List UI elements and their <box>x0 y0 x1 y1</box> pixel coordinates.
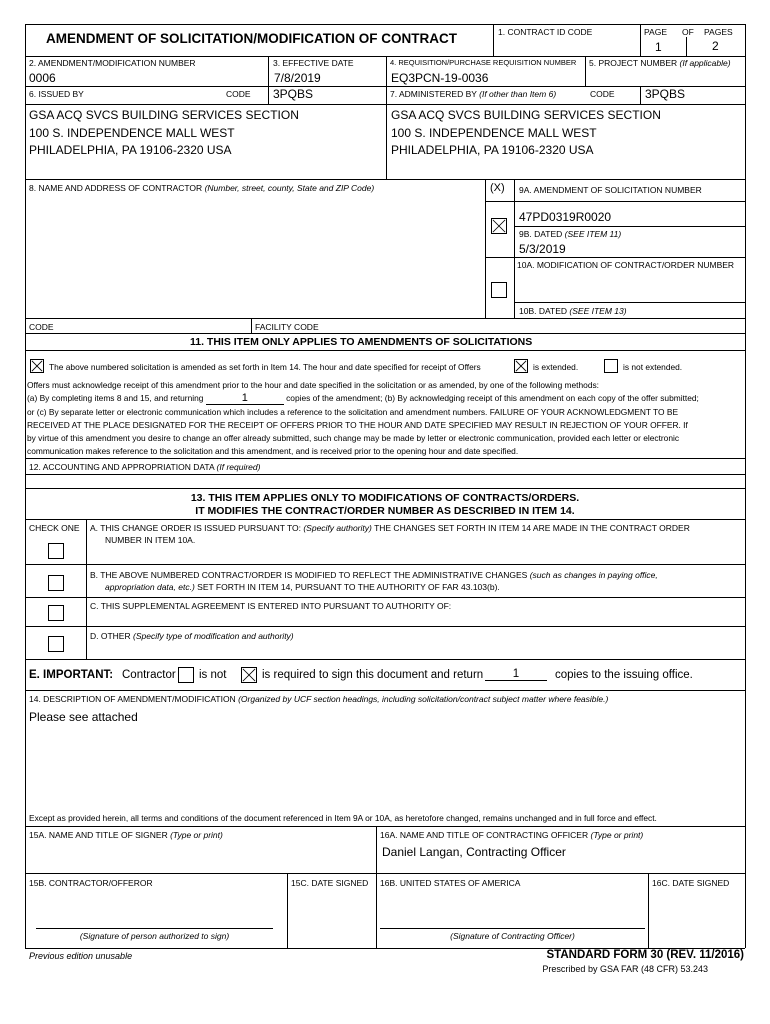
contracting-officer-value[interactable]: Daniel Langan, Contracting Officer <box>382 845 566 859</box>
rule <box>640 24 641 56</box>
not-extended-label: is not extended. <box>623 362 683 372</box>
extended-label: is extended. <box>533 362 579 372</box>
rule <box>376 826 377 948</box>
rule <box>25 873 745 874</box>
checkbox-9a[interactable] <box>491 218 507 234</box>
item-13d-text: D. OTHER (Specify type of modification and authority) <box>90 631 294 641</box>
description-label: 14. DESCRIPTION OF AMENDMENT/MODIFICATION (Organized by UCF section headings, including solicitation/contract subject matter where feasible.) <box>29 694 609 704</box>
page-label: PAGE <box>644 27 667 37</box>
admin-code-label: CODE <box>590 89 615 99</box>
rule <box>25 826 745 827</box>
rule <box>25 24 745 25</box>
admin-address-line: PHILADELPHIA, PA 19106-2320 USA <box>391 143 594 157</box>
contractor-word: Contractor <box>122 669 176 681</box>
rule <box>25 350 745 351</box>
admin-address-line: 100 S. INDEPENDENCE MALL WEST <box>391 126 597 140</box>
admin-code-value[interactable]: 3PQBS <box>645 87 686 101</box>
rule <box>25 564 745 565</box>
item-13a-text: A. THIS CHANGE ORDER IS ISSUED PURSUANT TO: (Specify authority) THE CHANGES SET FORTH IN ITEM 14 ARE MADE IN THE CONTRACT ORDER <box>90 523 690 533</box>
rule <box>25 659 745 660</box>
issued-code-label: CODE <box>226 89 251 99</box>
rule <box>268 56 269 104</box>
date-signed-16c-label: 16C. DATE SIGNED <box>652 878 730 888</box>
accounting-label: 12. ACCOUNTING AND APPROPRIATION DATA (If required) <box>29 462 261 472</box>
check-x-icon <box>492 219 506 233</box>
item-11-p6: communication makes reference to the solicitation and this amendment, and is received prior to the opening hour and date specified. <box>27 446 519 456</box>
copies-value[interactable]: 1 <box>206 393 284 405</box>
rule <box>745 24 746 948</box>
rule <box>514 302 745 303</box>
item-13b-text-2: appropriation data, etc.) SET FORTH IN ITEM 14, PURSUANT TO THE AUTHORITY OF FAR 43.103(b). <box>105 582 500 592</box>
amend-solicitation-label: 9A. AMENDMENT OF SOLICITATION NUMBER <box>519 185 702 195</box>
rule <box>25 24 26 948</box>
is-not-label: is not <box>199 669 227 681</box>
item-13-title-2: IT MODIFIES THE CONTRACT/ORDER NUMBER AS DESCRIBED IN ITEM 14. <box>195 505 575 517</box>
rule <box>485 201 745 202</box>
item-11-title: 11. THIS ITEM ONLY APPLIES TO AMENDMENTS OF SOLICITATIONS <box>190 336 533 348</box>
rule <box>25 179 745 180</box>
effective-date-value[interactable]: 7/8/2019 <box>274 71 321 85</box>
issued-code-value[interactable]: 3PQBS <box>273 87 314 101</box>
rule <box>25 690 745 691</box>
checkbox-13a[interactable] <box>48 543 64 559</box>
rule <box>36 928 273 929</box>
signer-name-label: 15A. NAME AND TITLE OF SIGNER (Type or print) <box>29 830 223 840</box>
total-pages[interactable]: 2 <box>712 39 719 53</box>
rule <box>25 519 745 520</box>
rule <box>514 226 745 227</box>
date-signed-15c-label: 15C. DATE SIGNED <box>291 878 369 888</box>
rule <box>493 24 494 56</box>
contractor-label: 8. NAME AND ADDRESS OF CONTRACTOR (Number, street, county, State and ZIP Code) <box>29 183 375 193</box>
admin-address-line: GSA ACQ SVCS BUILDING SERVICES SECTION <box>391 108 661 122</box>
contractor-offeror-label: 15B. CONTRACTOR/OFFEROR <box>29 878 153 888</box>
checkbox-extended[interactable] <box>514 359 528 373</box>
rule <box>25 104 745 105</box>
except-text: Except as provided herein, all terms and conditions of the document referenced in Item 9A or 10A, as heretofore changed, remains unchanged and in full force and effect. <box>29 813 657 823</box>
dated-9b-label: 9B. DATED (SEE ITEM 11) <box>519 229 622 239</box>
modification-number-label: 10A. MODIFICATION OF CONTRACT/ORDER NUMBER <box>517 260 735 270</box>
issued-address-line: 100 S. INDEPENDENCE MALL WEST <box>29 126 235 140</box>
signature-person-caption: (Signature of person authorized to sign) <box>79 931 230 941</box>
item-11-line1: The above numbered solicitation is amended as set forth in Item 14. The hour and date specified for receipt of Offers <box>49 362 481 372</box>
rule <box>386 56 387 179</box>
is-required-label: is required to sign this document and return <box>262 669 484 681</box>
item-11-p4: RECEIVED AT THE PLACE DESIGNATED FOR THE RECEIPT OF OFFERS PRIOR TO THE HOUR AND DATE SPECIFIED MAY RESULT IN REJECTION OF YOUR OFFER. If <box>27 420 688 430</box>
item-13c-text: C. THIS SUPPLEMENTAL AGREEMENT IS ENTERED INTO PURSUANT TO AUTHORITY OF: <box>90 601 452 611</box>
checkbox-is-not[interactable] <box>178 667 194 683</box>
checkbox-is-required[interactable] <box>241 667 257 683</box>
of-label: OF <box>682 27 694 37</box>
x-column-label: (X) <box>490 182 505 194</box>
administered-by-label: 7. ADMINISTERED BY (If other than Item 6) <box>390 89 557 99</box>
rule <box>25 488 745 489</box>
rule <box>25 333 745 334</box>
united-states-label: 16B. UNITED STATES OF AMERICA <box>380 878 521 888</box>
important-label: E. IMPORTANT: <box>29 669 114 681</box>
item-11-p5: by virtue of this amendment you desire to change an offer already submitted, such change may be made by letter or electronic communication, provided each letter or electronic <box>27 433 680 443</box>
rule <box>25 626 745 627</box>
contractor-code-label: CODE <box>29 322 54 332</box>
rule <box>485 179 486 318</box>
rule <box>640 86 641 104</box>
rule <box>25 86 745 87</box>
contract-id-label: 1. CONTRACT ID CODE <box>498 27 593 37</box>
rule <box>25 597 745 598</box>
effective-date-label: 3. EFFECTIVE DATE <box>273 58 354 68</box>
dated-10b-label: 10B. DATED (SEE ITEM 13) <box>519 306 627 316</box>
checkbox-13b[interactable] <box>48 575 64 591</box>
rule <box>585 56 586 86</box>
return-copies-value[interactable]: 1 <box>485 668 547 681</box>
checkbox-not-extended[interactable] <box>604 359 618 373</box>
item-13a-text-2: NUMBER IN ITEM 10A. <box>105 535 196 545</box>
form-title: AMENDMENT OF SOLICITATION/MODIFICATION OF CONTRACT <box>46 31 457 46</box>
dated-9b-value[interactable]: 5/3/2019 <box>519 242 566 256</box>
signature-officer-caption: (Signature of Contracting Officer) <box>450 931 575 941</box>
rule <box>514 179 515 318</box>
checkbox-solicitation-amended[interactable] <box>30 359 44 373</box>
pages-label: PAGES <box>704 27 733 37</box>
project-number-label: 5. PROJECT NUMBER (If applicable) <box>589 58 731 68</box>
issued-by-label: 6. ISSUED BY <box>29 89 84 99</box>
checkbox-10a[interactable] <box>491 282 507 298</box>
item-13b-text: B. THE ABOVE NUMBERED CONTRACT/ORDER IS MODIFIED TO REFLECT THE ADMINISTRATIVE CHANGES (such as changes in paying office, <box>90 570 658 580</box>
amendment-number-value[interactable]: 0006 <box>29 71 56 85</box>
amendment-number-label: 2. AMENDMENT/MODIFICATION NUMBER <box>29 58 196 68</box>
prescribed-by: Prescribed by GSA FAR (48 CFR) 53.243 <box>542 964 708 974</box>
issued-address-line: PHILADELPHIA, PA 19106-2320 USA <box>29 143 232 157</box>
checkbox-13c[interactable] <box>48 605 64 621</box>
rule <box>25 56 745 57</box>
item-11-p3: or (c) By separate letter or electronic communication which includes a reference to the solicitation and amendment numbers. FAILURE OF YOUR ACKNOWLEDGMENT TO BE <box>27 407 679 417</box>
form-number: STANDARD FORM 30 (REV. 11/2016) <box>546 949 744 961</box>
rule <box>485 257 745 258</box>
issued-address-line: GSA ACQ SVCS BUILDING SERVICES SECTION <box>29 108 299 122</box>
requisition-value[interactable]: EQ3PCN-19-0036 <box>391 71 489 85</box>
page-number[interactable]: 1 <box>655 40 662 54</box>
amend-solicitation-value[interactable]: 47PD0319R0020 <box>519 210 612 224</box>
check-x-icon <box>31 360 43 372</box>
check-one-label: CHECK ONE <box>29 523 80 533</box>
rule <box>686 37 687 56</box>
contracting-officer-label: 16A. NAME AND TITLE OF CONTRACTING OFFICER (Type or print) <box>380 830 644 840</box>
copies-tail-label: copies to the issuing office. <box>555 669 693 681</box>
item-11-p1: Offers must acknowledge receipt of this amendment prior to the hour and date specified in the solicitation or as amended, by one of the following methods: <box>27 380 599 390</box>
rule <box>287 873 288 948</box>
rule <box>380 928 645 929</box>
rule <box>86 519 87 659</box>
check-x-icon <box>515 360 527 372</box>
description-value[interactable]: Please see attached <box>29 710 138 724</box>
item-13-title-1: 13. THIS ITEM APPLIES ONLY TO MODIFICATIONS OF CONTRACTS/ORDERS. <box>190 492 580 504</box>
checkbox-13d[interactable] <box>48 636 64 652</box>
rule <box>648 873 649 948</box>
rule <box>251 318 252 333</box>
requisition-label: 4. REQUISITION/PURCHASE REQUISITION NUMBER <box>390 58 577 67</box>
check-x-icon <box>242 668 256 682</box>
rule <box>25 474 745 475</box>
facility-code-label: FACILITY CODE <box>255 322 319 332</box>
rule <box>25 318 745 319</box>
item-11-p2: (a) By completing items 8 and 15, and returning 1 copies of the amendment; (b) By acknowledging receipt of this amendment on each copy of the offer submitted; <box>27 392 699 404</box>
previous-edition-note: Previous edition unusable <box>29 951 133 961</box>
